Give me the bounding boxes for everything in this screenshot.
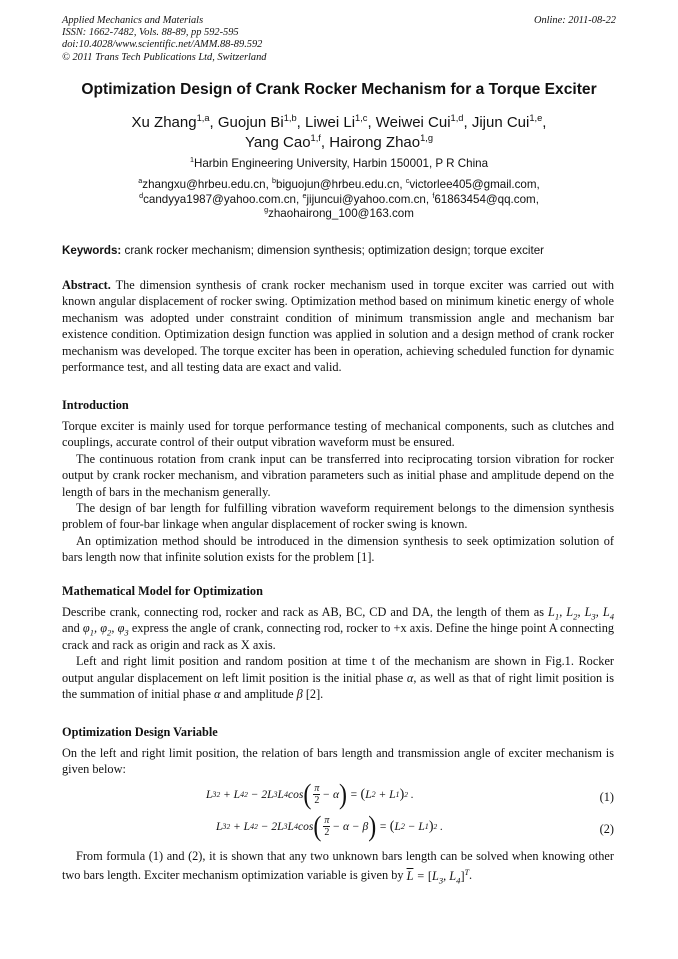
abstract-label: Abstract.: [62, 278, 111, 292]
symbol-angles: $\varphi_1$, $\varphi_2$, $\varphi_3$: [82, 621, 129, 638]
author-name: Weiwei Cui: [375, 114, 451, 131]
section-variable-intro: [62, 745, 614, 778]
email-link[interactable]: biguojun@hrbeu.edu.cn: [276, 178, 400, 191]
equation-number: (2): [599, 822, 614, 836]
journal-name: Applied Mechanics and Materials: [62, 15, 204, 26]
email-link[interactable]: zhaohairong_100@163.com: [268, 207, 414, 221]
symbol-alpha: α: [406, 670, 414, 685]
paper-title: Optimization Design of Crank Rocker Mechanism for a Torque Exciter: [81, 81, 597, 98]
paragraph: On the left and right limit position, the relation of bars length and transmission angle of exciter mechanism is given below:: [62, 746, 614, 777]
email-link[interactable]: zhangxu@hrbeu.edu.cn: [142, 178, 266, 191]
section-variable-conclusion: [62, 848, 614, 884]
equation-number: (1): [599, 790, 614, 804]
keywords-text: crank rocker mechanism; dimension synthesis; optimization design; torque exciter: [124, 244, 545, 257]
author-list: Xu Zhang$^{1,a}$, Guojun Bi$^{1,b}$, Liwei Li$^{1,c}$, Weiwei Cui$^{1,d}$, Jijun Cui$^{1,e}$, Yang Cao$^{1,f}$, Hairong Zhao$^{1,g}$: [131, 113, 547, 151]
abstract: [62, 277, 614, 375]
author-name: Hairong Zhao: [329, 134, 421, 151]
paragraph: From formula (1) and (2), it is shown that any two unknown bars length can be solved when knowing other two bars length. Exciter mechanism optimization variable is given by $\overline{L} = [L_3$, $L_4]^T$.: [62, 849, 614, 885]
symbol-lengths: $L_1$, $L_2$, $L_3$, $L_4$: [548, 605, 614, 622]
keywords-label: Keywords:: [62, 244, 122, 257]
paragraph: The design of bar length for fulfilling vibration waveform requirement belongs to the dimension synthesis problem of four-bar linkage when angular displacement of rocker swing is known.: [62, 501, 614, 532]
online-date: Online: 2011-08-22: [533, 15, 616, 26]
journal-header: [62, 15, 616, 64]
email-link[interactable]: jijuncui@yahoo.com.cn: [306, 192, 426, 206]
section-heading-model: Mathematical Model for Optimization: [62, 584, 263, 598]
section-introduction: [62, 418, 614, 566]
email-link[interactable]: 61863454@qq.com: [434, 192, 536, 206]
author-name: Xu Zhang: [131, 114, 197, 131]
email-link[interactable]: candyya1987@yahoo.com.cn: [143, 192, 296, 206]
abstract-text: The dimension synthesis of crank rocker mechanism used in torque exciter was carried out with known angular displacement of rocker swing. Optimization method based on minimum kinetic energy of whole mechanism was adopted under constraint condition of minimum transmission angle and mechanism bar existence condition. Optimization design function was applied in solution and a design method of crank rocker mechanism was developed. The torque exciter has been in operation, achieving scheduled function for dynamic performance test, and all testing data are exact and valid.: [62, 278, 614, 375]
paragraph: Describe crank, connecting rod, rocker and rack as AB, BC, CD and DA, the length of them as $L_1$, $L_2$, $L_3$, $L_4$ and $\varphi_1$, $\varphi_2$, $\varphi_3$ express the angle of crank, connecting rod, rocker to +x axis. Define the hinge point A connecting crack and rack as origin and rack as X axis.: [62, 605, 615, 652]
section-heading-variable: Optimization Design Variable: [62, 725, 218, 739]
journal-doi: doi:10.4028/www.scientific.net/AMM.88-89.592: [62, 39, 263, 51]
author-name: Guojun Bi: [217, 114, 284, 131]
paragraph: An optimization method should be introduced in the dimension synthesis to seek optimization solution of bars length now that infinite solution exists for the problem [1].: [62, 533, 614, 565]
symbol-variable-vector: $\overline{L} = [L_3$, $L_4]^T$: [406, 867, 470, 885]
affiliation: $^1$Harbin Engineering University, Harbin 150001, P R China: [189, 155, 489, 170]
equation-2: L 3 2 + L 4 2 − 2L 3 L 4 cos ( $\frac{\pi}{2}$ − α − β ) = ( L 2 − L 1 ) 2 . (2): [216, 810, 614, 843]
equation-1: L 3 2 + L 4 2 − 2L 3 L 4 cos ( $\frac{\pi}{2}$ − α ) = ( L 2 + L 1 ) 2 . (1): [206, 778, 614, 811]
email-link[interactable]: victorlee405@gmail.com: [409, 178, 537, 191]
paragraph: The continuous rotation from crank input can be transferred into reciprocating torsion vibration for rocker output by crank rocker mechanism, and vibration parameters such as initial phase and amplitude depend on the length of bars in the mechanism generally.: [62, 451, 614, 499]
section-heading-introduction: Introduction: [62, 398, 129, 412]
journal-issn: ISSN: 1662-7482, Vols. 88-89, pp 592-595: [62, 27, 239, 39]
author-name: Yang Cao: [244, 134, 311, 151]
paragraph: Torque exciter is mainly used for torque performance testing of mechanical components, such as clutches and couplings, accurate control of their output vibration waveform must be ensured.: [62, 419, 614, 450]
symbol-beta: β: [296, 687, 303, 702]
author-name: Liwei Li: [305, 114, 356, 131]
paragraph: Left and right limit position and random position at time t of the mechanism are shown in Fig.1. Rocker output angular displacement on left limit position is the initial phase α, as well as that of right limit position is the summation of initial phase α and amplitude β [2].: [62, 654, 615, 702]
section-model: [62, 604, 614, 702]
symbol-alpha: α: [213, 687, 221, 702]
email-list: $^a$zhangxu@hrbeu.edu.cn, $^b$biguojun@hrbeu.edu.cn, $^c$victorlee405@gmail.com, $^d$candyya1987@yahoo.com.cn, $^e$jijuncui@yahoo.com.cn, $^f$61863454@qq.com, $^g$zhaohairong_100@163.com: [138, 176, 540, 221]
keywords: [62, 244, 616, 257]
author-name: Jijun Cui: [471, 114, 530, 131]
journal-copyright: © 2011 Trans Tech Publications Ltd, Switzerland: [62, 51, 267, 63]
